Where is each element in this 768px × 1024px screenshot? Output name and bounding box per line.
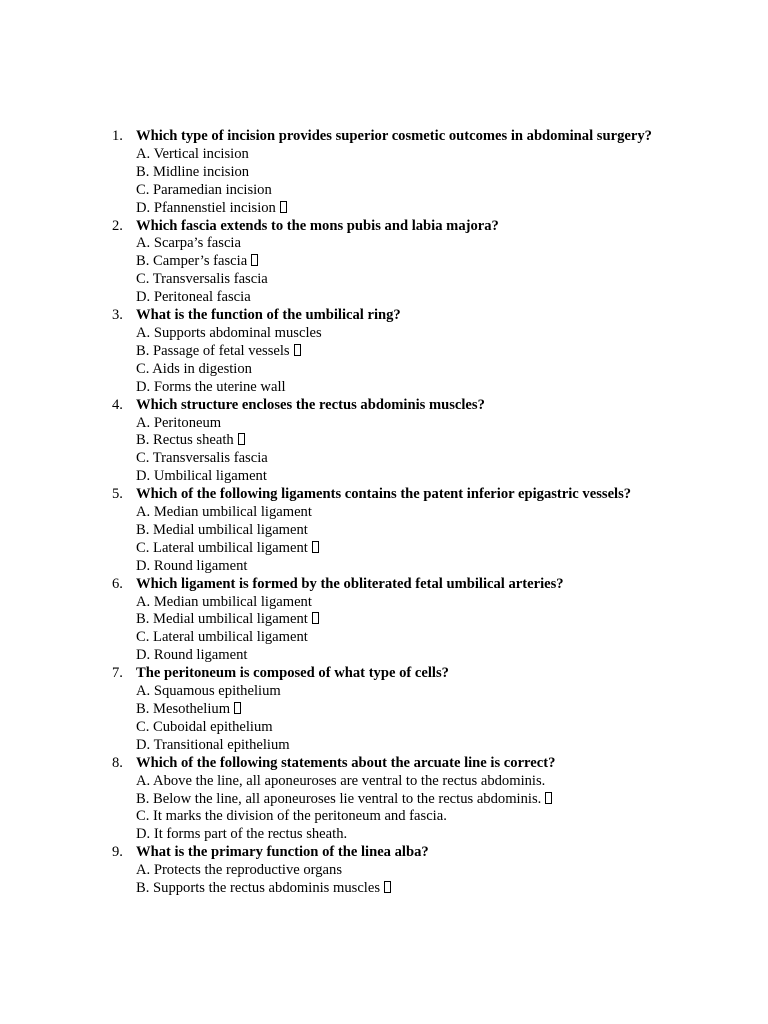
answer-mark-icon [312,612,319,624]
question-number: 3. [112,307,123,324]
question-number: 5. [112,486,123,503]
question-item [0,486,768,576]
answer-option-text: A. Median umbilical ligament [136,504,312,521]
answer-option-text: C. Paramedian incision [136,181,272,198]
answer-option [136,432,768,450]
question-text: Which type of incision provides superior cosmetic outcomes in abdominal surgery? [136,128,652,144]
answer-option-text: A. Peritoneum [136,414,222,431]
answer-option [136,450,768,468]
question-text: Which fascia extends to the mons pubis and labia majora? [136,217,499,234]
question-item [0,307,768,397]
answer-option [136,271,768,289]
question-item [0,128,768,218]
question-text: Which of the following statements about the arcuate line is correct? [136,754,556,771]
answer-option [136,629,768,647]
answer-option [136,826,768,844]
answer-mark-icon [294,344,301,356]
answer-option [136,773,768,791]
question-item [0,218,768,308]
answer-options [136,504,768,576]
answer-option [136,468,768,486]
answer-option-text: D. It forms part of the rectus sheath. [136,826,348,843]
answer-option-text: B. Medial umbilical ligament [136,521,308,538]
question-text: Which ligament is formed by the obliterated fetal umbilical arteries? [136,575,564,592]
answer-options [136,594,768,666]
answer-options [136,325,768,397]
question-text: What is the primary function of the linea alba? [136,844,429,861]
answer-mark-icon [234,702,241,714]
answer-option-text: B. Midline incision [136,163,250,180]
question-number: 6. [112,575,123,592]
answer-option [136,253,768,271]
answer-option-text: C. It marks the division of the peritoneum and fascia. [136,808,447,825]
answer-option-text: B. Camper’s fascia [136,253,248,270]
answer-option [136,808,768,826]
answer-option [136,594,768,612]
question-item [0,576,768,666]
answer-option-text: B. Rectus sheath [136,432,234,449]
question-number: 8. [112,754,123,771]
answer-option [136,200,768,218]
answer-option-text: D. Forms the uterine wall [136,378,286,395]
answer-option-text: D. Umbilical ligament [136,468,267,485]
question-number: 2. [112,217,123,234]
answer-option [136,701,768,719]
answer-option [136,611,768,629]
answer-option [136,862,768,880]
answer-option-text: B. Below the line, all aponeuroses lie ventral to the rectus abdominis. [136,790,542,807]
question-text: Which structure encloses the rectus abdominis muscles? [136,396,485,413]
answer-option [136,289,768,307]
answer-options [136,415,768,487]
answer-option-text: C. Lateral umbilical ligament [136,539,308,556]
answer-option [136,737,768,755]
question-text: What is the function of the umbilical ring? [136,307,401,324]
answer-option-text: D. Round ligament [136,557,248,574]
answer-mark-icon [384,881,391,893]
answer-option [136,504,768,522]
answer-option [136,415,768,433]
answer-option [136,146,768,164]
answer-option-text: D. Transitional epithelium [136,736,290,753]
answer-options [136,235,768,307]
answer-option-text: C. Transversalis fascia [136,271,268,288]
question-number: 7. [112,665,123,682]
answer-option [136,791,768,809]
answer-option-text: C. Aids in digestion [136,360,252,377]
answer-options [136,862,768,898]
answer-option-text: C. Transversalis fascia [136,450,268,467]
answer-options [136,146,768,218]
answer-option-text: B. Mesothelium [136,701,231,717]
answer-option [136,540,768,558]
answer-mark-icon [312,541,319,553]
answer-option-text: A. Scarpa’s fascia [136,235,241,252]
answer-option [136,719,768,737]
answer-option-text: B. Passage of fetal vessels [136,342,290,359]
answer-option-text: D. Peritoneal fascia [136,289,251,306]
question-list [0,128,768,898]
answer-option-text: A. Supports abdominal muscles [136,324,322,341]
answer-options [136,773,768,845]
answer-option-text: A. Squamous epithelium [136,683,281,700]
question-item [0,844,768,898]
answer-option [136,164,768,182]
answer-option-text: D. Round ligament [136,647,248,664]
answer-option-text: A. Vertical incision [136,145,249,162]
answer-option [136,880,768,898]
answer-option [136,343,768,361]
answer-mark-icon [251,254,258,266]
answer-options [136,683,768,755]
question-item [0,755,768,845]
answer-option [136,522,768,540]
answer-option-text: C. Lateral umbilical ligament [136,629,308,646]
answer-option [136,683,768,701]
answer-option [136,379,768,397]
answer-option-text: A. Median umbilical ligament [136,593,312,610]
answer-option-text: C. Cuboidal epithelium [136,718,273,735]
answer-option [136,361,768,379]
question-number: 4. [112,396,123,413]
question-text: The peritoneum is composed of what type of cells? [136,665,449,682]
answer-option [136,558,768,576]
question-item [0,397,768,487]
answer-option-text: D. Pfannenstiel incision [136,199,276,216]
answer-option [136,235,768,253]
question-item [0,665,768,755]
answer-option [136,325,768,343]
question-text: Which of the following ligaments contains the patent inferior epigastric vessels? [136,486,632,503]
answer-mark-icon [238,433,245,445]
answer-option-text: A. Protects the reproductive organs [136,862,343,879]
answer-option-text: A. Above the line, all aponeuroses are ventral to the rectus abdominis. [136,772,546,789]
answer-option [136,647,768,665]
answer-option-text: B. Supports the rectus abdominis muscles [136,880,381,897]
answer-option [136,182,768,200]
question-number: 9. [112,844,123,861]
answer-mark-icon [545,792,552,804]
answer-mark-icon [280,201,287,213]
answer-option-text: B. Medial umbilical ligament [136,611,308,628]
question-number: 1. [112,128,123,144]
